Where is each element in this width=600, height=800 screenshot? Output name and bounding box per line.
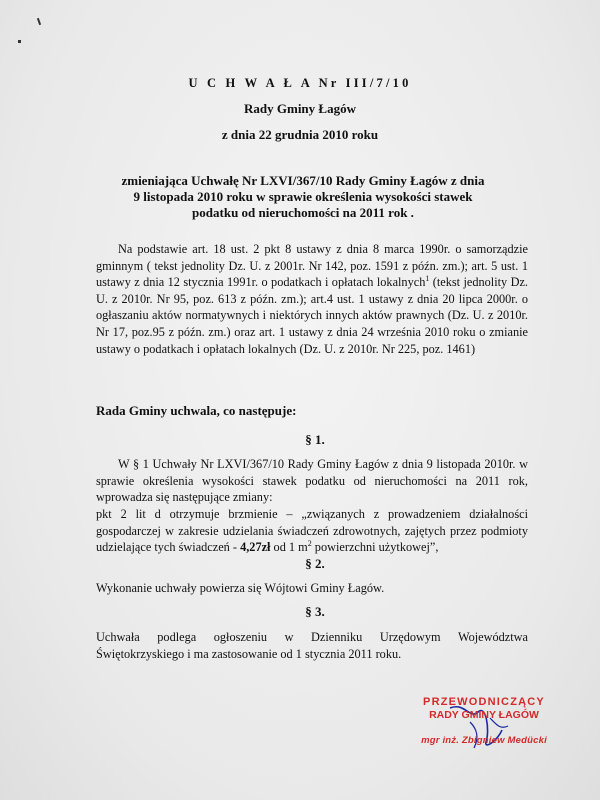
official-stamp (404, 696, 564, 747)
scan-mark (37, 18, 41, 25)
legal-basis-paragraph (96, 241, 528, 357)
section-2-label: § 2. (305, 556, 325, 571)
scan-dot (18, 40, 21, 43)
section-3-label: § 3. (305, 604, 325, 619)
section-3-text: Uchwała podlega ogłoszeniu w Dzienniku Urzędowym Województwa Świętokrzyskiego i ma zastosowanie od 1 stycznia 2011 roku. (96, 630, 528, 661)
stamp-council: RADY GMINY ŁAGÓW (429, 709, 539, 721)
amendment-text-3: powierzchni użytkowej”, (311, 540, 439, 555)
legal-basis-text-2: (tekst jednolity Dz. U. z 2010r. Nr 95, poz. 613 z późn. zm.); art.4 ust. 1 ustawy z dnia 20 lipca 2000r. o ogłaszaniu aktów normatywnych i niektórych innych aktów prawnych (Dz. U. z 2010r. Nr 17, poz.95 z późn. zm.) oraz art. 1 ustawy z dnia 24 września 2010 roku o zmianie ustawy o podatkach i opłatach lokalnych (Dz. U. z 2010r. Nr 225, poz. 1461) (96, 275, 528, 356)
amendment-text-2: od 1 m (270, 540, 308, 555)
resolution-title: U C H W A Ł A Nr III/7/10 (188, 76, 412, 90)
issuing-body: Rady Gminy Łagów (244, 101, 356, 116)
resolution-subject: zmieniająca Uchwałę Nr LXVI/367/10 Rady Gminy Łagów z dnia 9 listopada 2010 roku w sprawie określenia wysokości stawek podatku od nieruchomości na 2011 rok . (121, 173, 485, 220)
resolves-heading: Rada Gminy uchwala, co następuje: (96, 403, 297, 418)
footnote-marker: 1 (425, 274, 430, 284)
section-1-label: § 1. (305, 432, 325, 447)
section-2-text: Wykonanie uchwały powierza się Wójtowi Gminy Łagów. (96, 581, 385, 595)
amendment-text-1: pkt 2 lit d otrzymuje brzmienie – „związanych z prowadzeniem działalności gospodarczej w zakresie udzielania świadczeń zdrowotnych, zajętych przez podmioty udzielające tych świadczeń - (96, 507, 528, 555)
section-1-amendment (96, 506, 528, 556)
section-1-text: W § 1 Uchwały Nr LXVI/367/10 Rady Gminy Łagów z dnia 9 listopada 2010r. w sprawie określenia wysokości stawek podatku od nieruchomości na 2011 rok, wprowadza się następujące zmiany: (96, 457, 528, 505)
resolution-date: z dnia 22 grudnia 2010 roku (221, 127, 379, 142)
stamp-position: PRZEWODNICZĄCY (423, 696, 545, 708)
legal-basis-text-1: Na podstawie art. 18 ust. 2 pkt 8 ustawy z dnia 8 marca 1990r. o samorządzie gminnym ( tekst jednolity Dz. U. z 2001r. Nr 142, poz. 1591 z późn. zm.); art. 5 ust. 1 ustawy z dnia 12 stycznia 1991r. o podatkach i opłatach lokalnych (96, 242, 528, 290)
amendment-rate: 4,27zł (240, 540, 271, 555)
stamp-name: mgr inż. Zbigniew Medücki (421, 735, 547, 746)
square-meter-superscript: 2 (307, 539, 312, 549)
